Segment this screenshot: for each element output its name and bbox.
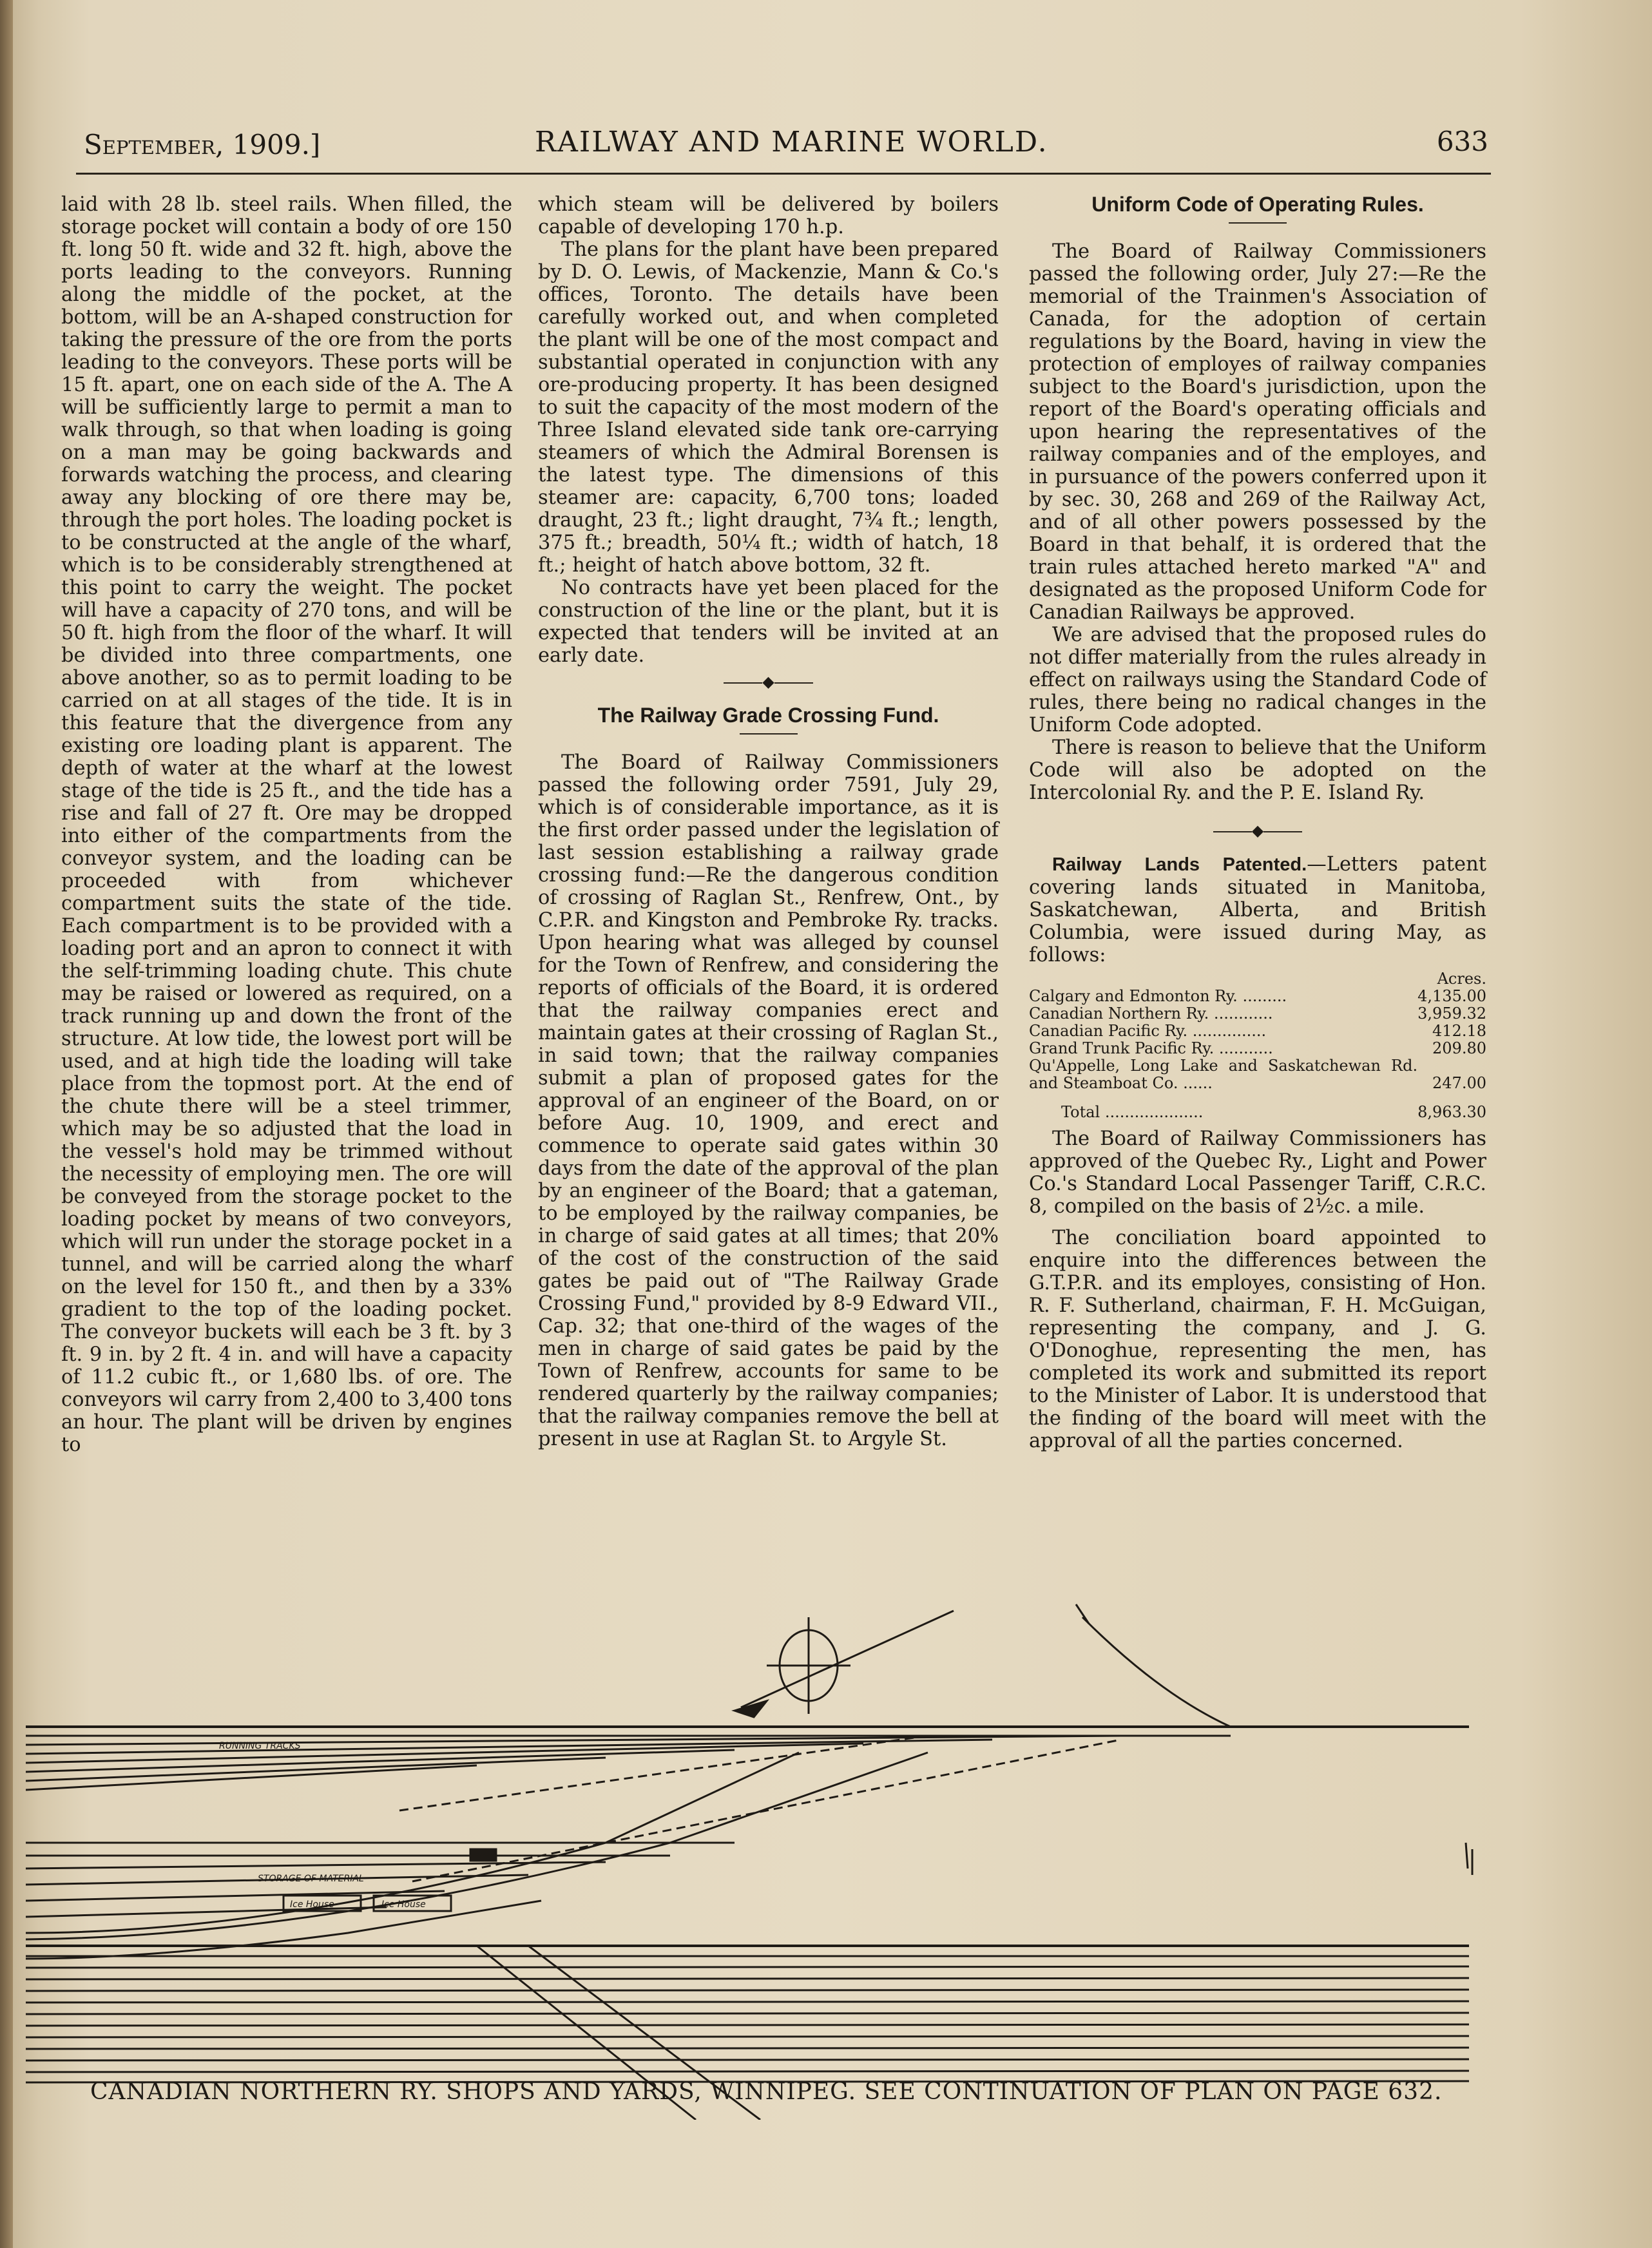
compass-icon bbox=[735, 1611, 954, 1717]
page-number: 633 bbox=[1436, 126, 1488, 157]
column-1 bbox=[61, 193, 512, 1456]
railway-name: Canadian Northern Ry. ............ bbox=[1029, 1004, 1273, 1023]
running-tracks-label: RUNNING TRACKS bbox=[219, 1741, 301, 1751]
col2-paragraph-3: No contracts have yet been placed for the construction of the line or the plant, but it is expected that tenders will be invited at an early date. bbox=[538, 577, 999, 667]
col3-paragraph-2: We are advised that the proposed rules do not differ materially from the rules already in effect on railways using the Standard Code of rules, there being no radical changes in the Uniform Code adopted. bbox=[1029, 624, 1486, 736]
acres-value: 247.00 bbox=[1432, 1074, 1486, 1092]
page-header bbox=[84, 126, 1488, 164]
header-rule bbox=[76, 173, 1491, 175]
storage-label: STORAGE OF MATERIAL bbox=[258, 1874, 364, 1884]
acres-value: 209.80 bbox=[1432, 1039, 1486, 1057]
uniform-code-heading: Uniform Code of Operating Rules. bbox=[1091, 193, 1424, 216]
col3-paragraph-4: The Board of Railway Commissioners has approved of the Quebec Ry., Light and Power Co.'s Standard Local Passenger Tariff, C.R.C. 8, compiled on the basis of 2½c. a mile. bbox=[1029, 1128, 1486, 1218]
heading-rule bbox=[740, 733, 798, 735]
acres-value: 4,135.00 bbox=[1417, 987, 1486, 1005]
lands-text: —Letters patent covering lands situated in Manitoba, Saskatchewan, Alberta, and British Columbia, were issued during May, as follows: bbox=[1029, 853, 1486, 966]
col3-paragraph-5: The conciliation board appointed to enquire into the differences between the G.T.P.R. and its employes, consisting of Hon. R. F. Sutherland, chairman, F. H. McGuigan, representing the company, and J. G. O'Donoghue, representing the men, has completed its work and submitted its report to the Minister of Labor. It is understood that the finding of the board will meet with the approval of all the parties concerned. bbox=[1029, 1227, 1486, 1452]
table-row bbox=[1029, 988, 1486, 1005]
track-plan-drawing bbox=[26, 1598, 1495, 2120]
section-divider: ◆ bbox=[538, 673, 999, 690]
header-date: September, 1909.] bbox=[84, 129, 321, 160]
grade-crossing-heading: The Railway Grade Crossing Fund. bbox=[597, 704, 939, 727]
journal-title: RAILWAY AND MARINE WORLD. bbox=[535, 126, 1048, 159]
col3-paragraph-3: There is reason to believe that the Uniform Code will also be adopted on the Intercolonial Ry. and the P. E. Island Ry. bbox=[1029, 736, 1486, 804]
col2-paragraph-1: which steam will be delivered by boilers capable of developing 170 h.p. bbox=[538, 193, 999, 238]
column-3 bbox=[1029, 193, 1486, 1452]
total-label: Total .................... bbox=[1061, 1103, 1204, 1121]
ice-house-label: Ice House bbox=[290, 1899, 334, 1910]
railway-name: Grand Trunk Pacific Ry. ........... bbox=[1029, 1039, 1273, 1057]
lands-heading: Railway Lands Patented. bbox=[1052, 854, 1307, 875]
table-row bbox=[1029, 1040, 1486, 1057]
acres-value: 3,959.32 bbox=[1417, 1004, 1486, 1023]
section-divider: ◆ bbox=[1029, 822, 1486, 839]
table-row bbox=[1029, 1005, 1486, 1023]
binding-gutter bbox=[0, 0, 13, 2248]
ice-house-label: Ice House bbox=[381, 1899, 426, 1910]
col1-paragraph: laid with 28 lb. steel rails. When filled, the storage pocket will contain a body of ore 150 ft. long 50 ft. wide and 32 ft. high, above the ports leading to the conveyors. Running along the middle of the pocket, at the bottom, will be an A-shaped construction for taking the pressure of the ore from the ports leading to the conveyors. These ports will be 15 ft. apart, one on each side of the A. The A will be sufficiently large to permit a man to walk through, so that when loading is going on a man may be going backwards and forwards watching the process, and clearing away any blocking of ore there may be, through the port holes. The loading pocket is to be constructed at the angle of the wharf, which is to be considerably strengthened at this point to carry the weight. The pocket will have a capacity of 270 tons, and will be 50 ft. high from the floor of the wharf. It will be divided into three compartments, one above another, so as to permit loading to be carried on at all stages of the tide. It is in this feature that the divergence from any existing ore loading plant is apparent. The depth of water at the wharf at the lowest stage of the tide is 25 ft., and the tide has a rise and fall of 27 ft. Ore may be dropped into either of the compartments from the conveyor system, and the loading can be proceeded with from whichever compartment suits the state of the tide. Each compartment is to be provided with a loading port and an apron to connect it with the self-trimming loading chute. This chute may be raised or lowered as required, on a track running up and down the front of the structure. At low tide, the lowest port will be used, and at high tide the loading will take place from the topmost port. At the end of the chute there will be a steel trimmer, which may be so adjusted that the load in the vessel's hold may be trimmed without the necessity of employing men. The ore will be conveyed from the storage pocket to the loading pocket by means of two conveyors, which will run under the storage pocket in a tunnel, and will be carried along the wharf on the level for 150 ft., and then by a 33% gradient to the top of the loading pocket. The conveyor buckets will each be 3 ft. by 3 ft. 9 in. by 2 ft. 4 in. and will have a capacity of 11.2 cubic ft., or 1,680 lbs. of ore. The conveyors wil carry from 2,400 to 3,400 tons an hour. The plant will be driven by engines to bbox=[61, 193, 512, 1456]
lands-paragraph bbox=[1029, 853, 1486, 966]
col2-paragraph-2: The plans for the plant have been prepared by D. O. Lewis, of Mackenzie, Mann & Co.'s offices, Toronto. The details have been carefully worked out, and when completed the plant will be one of the most compact and substantial operated in conjunction with any ore-producing property. It has been designed to suit the capacity of the most modern of the Three Island elevated side tank ore-carrying steamers of which the Admiral Borensen is the latest type. The dimensions of this steamer are: capacity, 6,700 tons; loaded draught, 23 ft.; light draught, 7¾ ft.; length, 375 ft.; breadth, 50¼ ft.; width of hatch, 18 ft.; height of hatch above bottom, 32 ft. bbox=[538, 238, 999, 577]
acres-column-header: Acres. bbox=[1437, 970, 1486, 988]
heading-rule bbox=[1229, 222, 1287, 224]
railway-name: Calgary and Edmonton Ry. ......... bbox=[1029, 987, 1287, 1005]
table-row bbox=[1029, 1057, 1486, 1092]
column-2 bbox=[538, 193, 999, 1450]
lands-table bbox=[1029, 970, 1486, 1121]
turntable-icon bbox=[470, 1849, 496, 1861]
railway-name: Canadian Pacific Ry. ............... bbox=[1029, 1022, 1267, 1040]
branch-curve bbox=[1082, 1617, 1231, 1727]
total-row bbox=[1029, 1092, 1486, 1121]
table-row bbox=[1029, 1023, 1486, 1040]
acres-value: 412.18 bbox=[1432, 1022, 1486, 1040]
col3-paragraph-1: The Board of Railway Commissioners passed the following order, July 27:—Re the memorial of the Trainmen's Association of Canada, for the adoption of certain regulations by the Board, having in view the protection of employes of railway companies subject to the Board's jurisdiction, upon the report of the Board's operating officials and upon hearing the representatives of the railway companies and of the employes, and in pursuance of the powers conferred upon it by sec. 30, 268 and 269 of the Railway Act, and of all other powers possessed by the Board in that behalf, it is ordered that the train rules attached hereto marked "A" and designated as the proposed Uniform Code for Canadian Railways be approved. bbox=[1029, 240, 1486, 624]
col2-paragraph-4: The Board of Railway Commissioners passed the following order 7591, July 29, which is of considerable importance, as it is the first order passed under the legislation of last session establishing a railway grade crossing fund:—Re the dangerous condition of crossing of Raglan St., Renfrew, Ont., by C.P.R. and Kingston and Pembroke Ry. tracks. Upon hearing what was alleged by counsel for the Town of Renfrew, and considering the reports of officials of the Board, it is ordered that the railway companies erect and maintain gates at their crossing of Raglan St., in said town; that the railway companies submit a plan of proposed gates for the approval of an engineer of the Board, on or before Aug. 10, 1909, and erect and commence to operate said gates within 30 days from the date of the approval of the plan by an engineer of the Board; that a gateman, to be employed by the railway companies, be in charge of said gates at all times; that 20% of the cost of the construction of the said gates be paid out of "The Railway Grade Crossing Fund," provided by 8-9 Edward VII., Cap. 32; that one-third of the wages of the men in charge of said gates be paid by the Town of Renfrew, accounts for same to be rendered quarterly by the railway companies; that the railway companies remove the bell at present in use at Raglan St. to Argyle St. bbox=[538, 751, 999, 1450]
figure-caption: CANADIAN NORTHERN RY. SHOPS AND YARDS, WINNIPEG. SEE CONTINUATION OF PLAN ON PAGE 632. bbox=[90, 2079, 1443, 2105]
railway-name: Qu'Appelle, Long Lake and Saskatchewan Rd. and Steamboat Co. ...... bbox=[1029, 1057, 1418, 1092]
total-value: 8,963.30 bbox=[1417, 1103, 1486, 1121]
